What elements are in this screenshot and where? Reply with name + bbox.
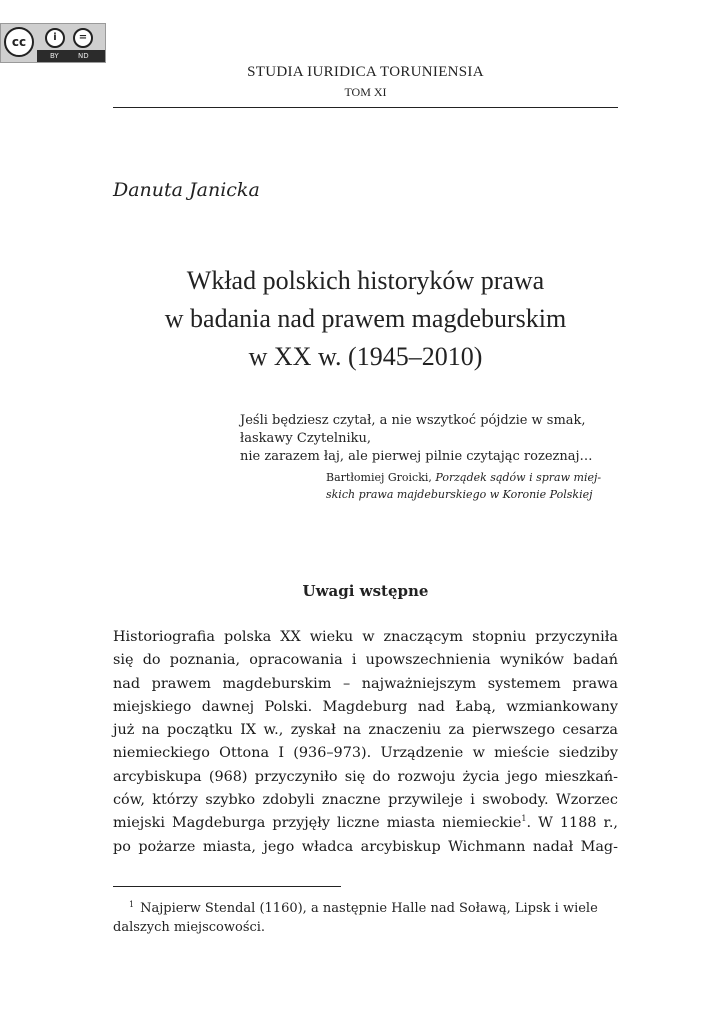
epigraph-source-author: Bartłomiej Groicki, bbox=[326, 471, 436, 484]
license-label-strip bbox=[37, 50, 105, 62]
header-rule bbox=[113, 107, 618, 108]
body-text-span: . W 1188 r., bbox=[526, 815, 618, 832]
body-paragraph bbox=[113, 626, 618, 859]
title-line: w XX w. (1945–2010) bbox=[248, 342, 483, 371]
journal-volume: TOM XI bbox=[344, 85, 387, 99]
body-line: arcybiskupa (968) przyczyniło się do rozwoju życia jego mieszkań- bbox=[113, 768, 618, 785]
footnote-rule bbox=[113, 886, 341, 887]
body-line: po pożarze miasta, jego władca arcybiskup Wichmann nadał Mag- bbox=[113, 838, 618, 855]
body-line: niemieckiego Ottona I (936–973). Urządzenie w mieście siedziby bbox=[113, 745, 618, 762]
epigraph-line: łaskawy Czytelniku, bbox=[240, 431, 371, 446]
epigraph-source-title: Porządek sądów i spraw miej- bbox=[435, 471, 602, 484]
footnote-reference[interactable]: 1 bbox=[521, 814, 527, 824]
epigraph-source bbox=[326, 469, 601, 503]
license-nd-label: ND bbox=[78, 52, 89, 60]
body-line bbox=[113, 812, 618, 835]
epigraph-line: nie zarazem łaj, ale pierwej pilnie czytając rozeznaj… bbox=[240, 449, 593, 464]
cc-license-badge bbox=[0, 23, 106, 63]
section-heading: Uwagi wstępne bbox=[302, 582, 429, 600]
article-author: Danuta Janicka bbox=[113, 179, 260, 201]
body-line: Historiografia polska XX wieku w znaczącym stopniu przyczyniła bbox=[113, 629, 618, 645]
license-by-label: BY bbox=[50, 52, 59, 60]
footnote-number: 1 bbox=[129, 899, 135, 909]
article-title bbox=[113, 262, 618, 376]
title-line: w badania nad prawem magdeburskim bbox=[164, 304, 567, 333]
title-line: Wkład polskich historyków prawa bbox=[186, 266, 545, 295]
body-line: już na początku IX w., zyskał na znaczeniu za pierwszego cesarza bbox=[113, 722, 618, 739]
footnote-line bbox=[113, 899, 618, 918]
footnote bbox=[113, 899, 618, 937]
attribution-icon: i bbox=[45, 28, 65, 48]
epigraph-source-line: skich prawa majdeburskiego w Koronie Polskiej bbox=[326, 488, 593, 501]
body-line: ców, którzy szybko zdobyli znaczne przywileje i swobody. Wzorzec bbox=[113, 792, 618, 809]
creative-commons-icon: cc bbox=[4, 27, 34, 57]
journal-title: STUDIA IURIDICA TORUNIENSIA bbox=[247, 64, 484, 80]
footnote-text: Najpierw Stendal (1160), a następnie Halle nad Soławą, Lipsk i wiele bbox=[140, 901, 598, 916]
epigraph bbox=[240, 412, 593, 466]
body-line: miejskiego dawnej Polski. Magdeburg nad Łabą, wzmiankowany bbox=[113, 698, 618, 715]
no-derivatives-icon: = bbox=[73, 28, 93, 48]
footnote-line: dalszych miejscowości. bbox=[113, 920, 266, 935]
epigraph-line: Jeśli będziesz czytał, a nie wszytkoć pójdzie w smak, bbox=[240, 413, 586, 428]
body-line: nad prawem magdeburskim – najważniejszym systemem prawa bbox=[113, 675, 618, 692]
epigraph-source-line bbox=[326, 469, 601, 486]
body-line: się do poznania, opracowania i upowszechnienia wyników badań bbox=[113, 652, 618, 669]
body-text-span: miejski Magdeburga przyjęły liczne miasta niemieckie bbox=[113, 815, 522, 832]
